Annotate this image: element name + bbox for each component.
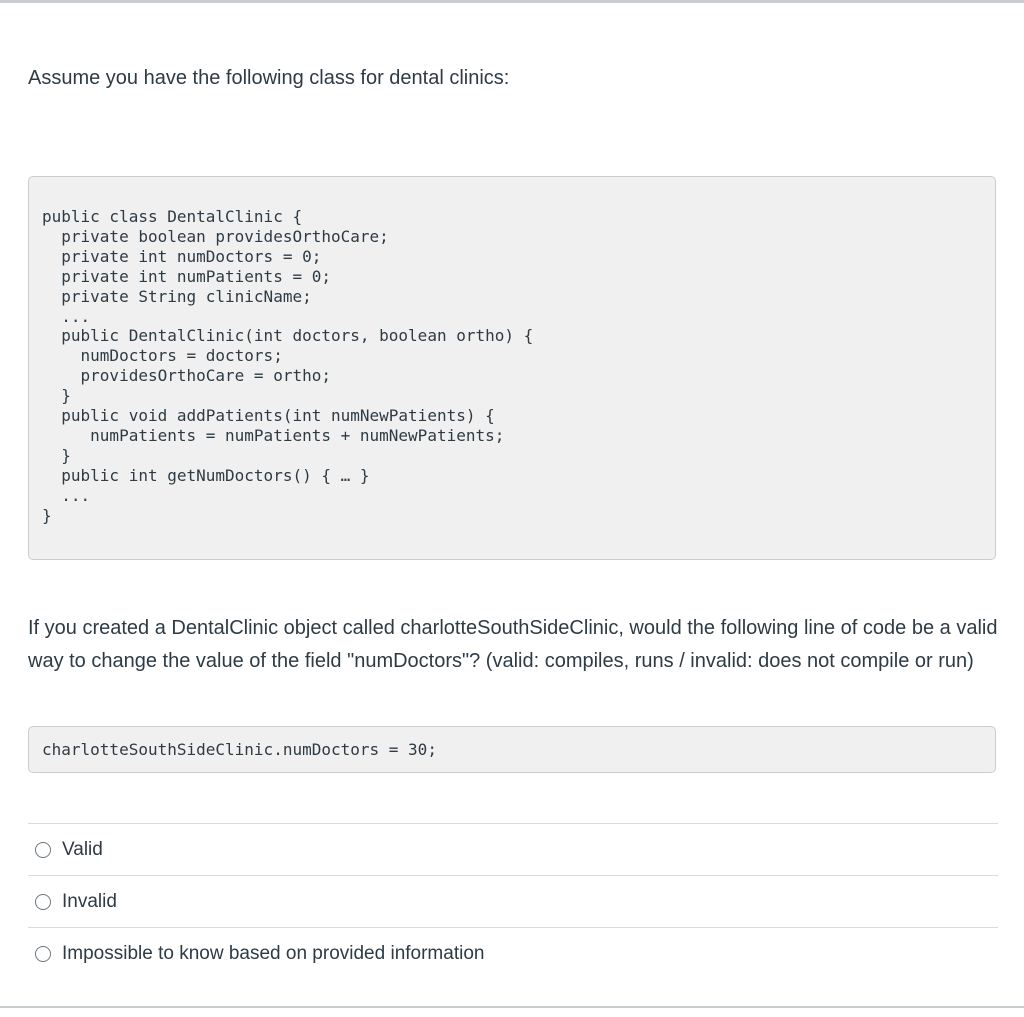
code-line: ...	[61, 306, 91, 326]
class-code-block	[28, 176, 996, 560]
code-line: public void addPatients(int numNewPatients) {	[61, 406, 495, 426]
code-line: public class DentalClinic {	[42, 207, 303, 226]
code-line: numPatients = numPatients + numNewPatients;	[90, 425, 505, 445]
bottom-divider	[0, 1006, 1024, 1008]
code-line: public int getNumDoctors() { … }	[61, 465, 370, 485]
answer-option-valid[interactable]	[28, 823, 998, 875]
code-line: ...	[61, 485, 91, 505]
code-line: private int numDoctors = 0;	[61, 246, 322, 266]
statement-code-text: charlotteSouthSideClinic.numDoctors = 30;	[42, 740, 437, 759]
answer-label: Valid	[62, 838, 103, 860]
intro-text: Assume you have the following class for dental clinics:	[28, 67, 510, 89]
answer-label: Impossible to know based on provided information	[62, 942, 485, 964]
code-line: numDoctors = doctors;	[80, 346, 283, 366]
statement-code-block	[28, 726, 996, 773]
class-code-text	[42, 207, 995, 526]
answer-label: Invalid	[62, 890, 117, 912]
answer-options	[28, 823, 998, 979]
code-line: private String clinicName;	[61, 286, 312, 306]
code-line: }	[61, 386, 71, 406]
answer-option-invalid[interactable]	[28, 875, 998, 927]
question-text: If you created a DentalClinic object called charlotteSouthSideClinic, would the following line of code be a valid way to change the value of the field "numDoctors"? (valid: compiles, runs / invalid: does not compile or run)	[28, 617, 998, 672]
code-line: private boolean providesOrthoCare;	[61, 226, 389, 246]
code-line: }	[42, 505, 52, 525]
code-line: }	[61, 445, 71, 465]
radio-button[interactable]	[35, 946, 51, 962]
code-line: public DentalClinic(int doctors, boolean ortho) {	[61, 326, 534, 346]
code-line: private int numPatients = 0;	[61, 266, 331, 286]
radio-button[interactable]	[35, 894, 51, 910]
code-line: providesOrthoCare = ortho;	[80, 366, 331, 386]
top-divider	[0, 0, 1024, 3]
answer-option-impossible[interactable]	[28, 927, 998, 979]
radio-button[interactable]	[35, 842, 51, 858]
